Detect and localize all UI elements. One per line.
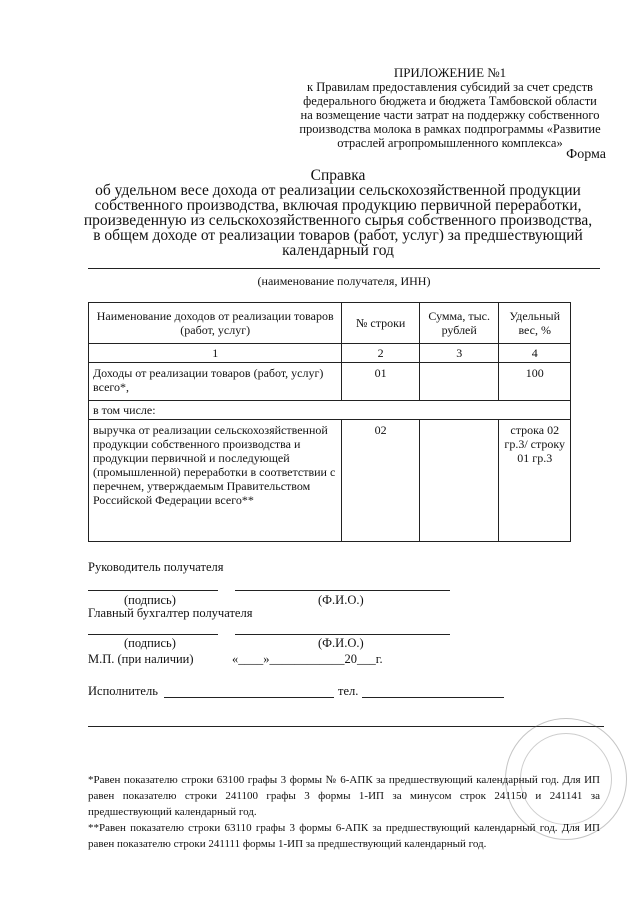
head-fio-line[interactable] (235, 590, 450, 591)
executor-line[interactable] (164, 697, 334, 698)
footnotes (88, 772, 600, 852)
appendix-line: на возмещение части затрат на поддержку собственного (300, 108, 600, 122)
title-line: произведенную из сельскохозяйственного сырья собственного производства, (83, 212, 593, 229)
phone-label: тел. (338, 684, 359, 698)
col-number: 2 (342, 344, 420, 363)
phone-line[interactable] (362, 697, 504, 698)
row2-name: выручка от реализации сельскохозяйственной продукции собственного производства и продукции первичной и последующей (промышленной) переработки в соответствии с перечнем, утверждаемым Правительством Российской Федерации всего** (89, 420, 342, 542)
appendix-block (282, 66, 618, 150)
table-row (89, 420, 571, 542)
separator-line (88, 726, 604, 727)
accountant-signature-caption: (подпись) (124, 636, 176, 650)
recipient-line[interactable] (88, 268, 600, 269)
appendix-line: федерального бюджета и бюджета Тамбовской области (303, 94, 597, 108)
accountant-label: Главный бухгалтер получателя (88, 606, 253, 620)
title-heading: Справка (310, 167, 366, 184)
head-signature-caption: (подпись) (124, 593, 176, 607)
title-line: в общем доходе от реализации товаров (работ, услуг) за предшествующий (93, 227, 583, 244)
table-row (89, 363, 571, 401)
appendix-line: производства молока в рамках подпрограммы «Развитие (299, 122, 601, 136)
recipient-caption: (наименование получателя, ИНН) (257, 274, 431, 288)
header-share: Удельный вес, % (499, 303, 571, 344)
accountant-fio-caption: (Ф.И.О.) (318, 636, 364, 650)
row1-share: 100 (499, 363, 571, 401)
header-row-no: № строки (342, 303, 420, 344)
title-line: об удельном весе дохода от реализации сельскохозяйственной продукции (95, 182, 581, 199)
header-name: Наименование доходов от реализации товаров (работ, услуг) (89, 303, 342, 344)
table-header-row (89, 303, 571, 344)
table-row (89, 401, 571, 420)
appendix-title: ПРИЛОЖЕНИЕ №1 (393, 65, 507, 80)
head-signature-line[interactable] (88, 590, 218, 591)
accountant-signature-line[interactable] (88, 634, 218, 635)
appendix-line: к Правилам предоставления субсидий за счет средств (307, 80, 593, 94)
head-label: Руководитель получателя (88, 560, 224, 574)
row1-sum-cell[interactable] (419, 363, 499, 401)
col-number: 1 (89, 344, 342, 363)
row1-name: Доходы от реализации товаров (работ, услуг) всего*, (89, 363, 342, 401)
column-numbers-row (89, 344, 571, 363)
appendix-line: отраслей агропромышленного комплекса» (337, 136, 563, 150)
income-table (88, 302, 571, 542)
footnote-1: *Равен показателю строки 63100 графы 3 формы № 6-АПК за предшествующий календарный год. Для ИП равен показателю строки 241100 графы 3 формы 1-ИП за минусом строк 241150 и 241141 за предшествующий календарный год. (88, 774, 600, 818)
accountant-fio-line[interactable] (235, 634, 450, 635)
including-label: в том числе: (89, 401, 571, 420)
footnote-2: **Равен показателю строки 63110 графы 3 формы 6-АПК за предшествующий календарный год. Для ИП равен показателю строки 241111 формы 1-ИП за предшествующий календарный год. (88, 822, 600, 850)
row2-share: строка 02 гр.3/ строку 01 гр.3 (499, 420, 571, 542)
executor-label: Исполнитель (88, 684, 158, 698)
document-title (60, 168, 616, 258)
row2-sum-cell[interactable] (419, 420, 499, 542)
header-sum: Сумма, тыс. рублей (419, 303, 499, 344)
row1-number: 01 (342, 363, 420, 401)
title-line: собственного производства, включая продукцию первичной переработки, (94, 197, 582, 214)
col-number: 3 (419, 344, 499, 363)
title-line: календарный год (282, 242, 394, 259)
col-number: 4 (499, 344, 571, 363)
form-label: Форма (566, 147, 606, 162)
head-fio-caption: (Ф.И.О.) (318, 593, 364, 607)
row2-number: 02 (342, 420, 420, 542)
date-field[interactable]: «____»____________20___г. (232, 652, 383, 666)
stamp-label: М.П. (при наличии) (88, 652, 194, 666)
